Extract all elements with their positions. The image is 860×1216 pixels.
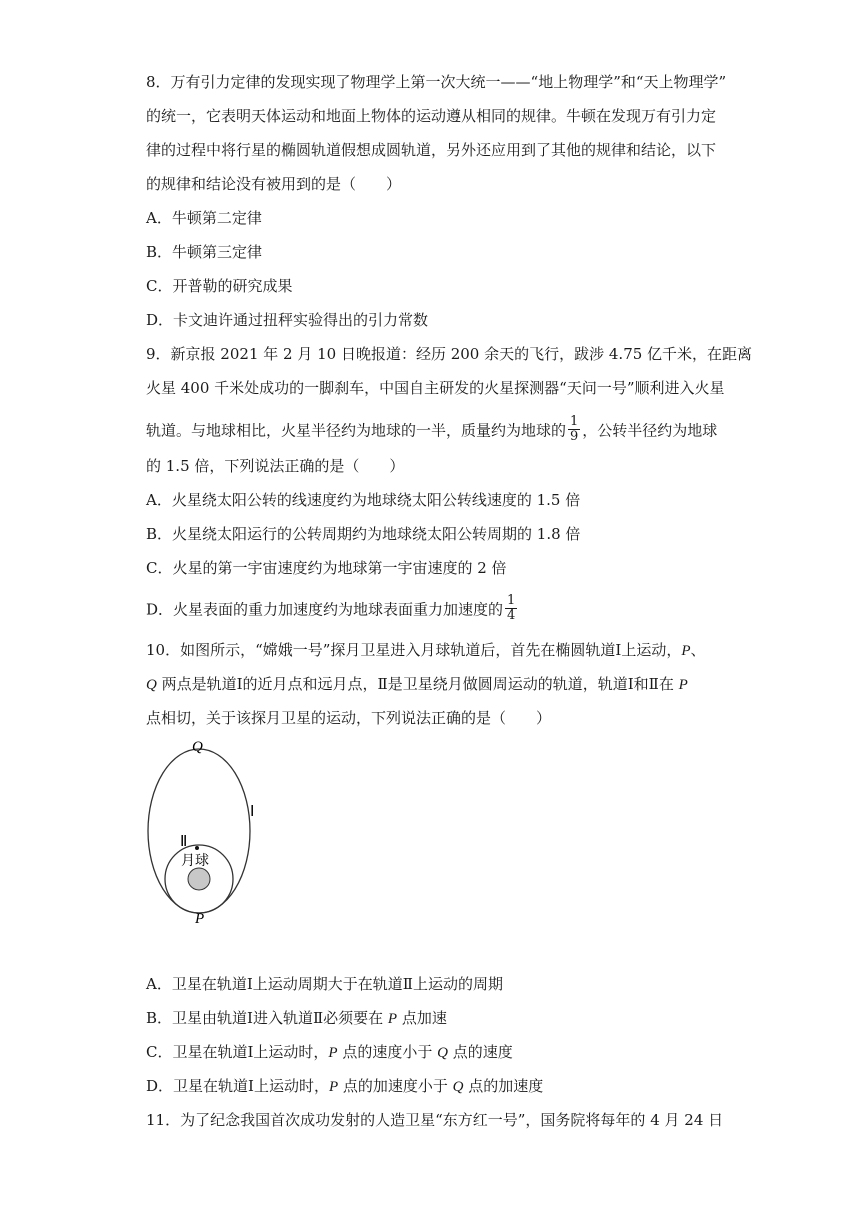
- q10-option-d: [146, 1076, 726, 1097]
- separator: 、: [690, 641, 706, 659]
- moon: [188, 868, 210, 890]
- q8-stem-line-4: 的规律和结论没有被用到的是（ ）: [146, 175, 402, 193]
- satellite-dot: [195, 846, 199, 850]
- q8-stem-line-3: 律的过程中将行星的椭圆轨道假想成圆轨道，另外还应用到了其他的规律和结论，以下: [146, 141, 717, 159]
- point-p-label: P: [678, 677, 688, 693]
- point-p-label: P: [387, 1011, 398, 1027]
- q10-option-b-text-2: 点加速: [397, 1009, 447, 1027]
- orbit-diagram: [140, 730, 280, 930]
- q10-stem-line-3: 点相切，关于该探月卫星的运动，下列说法正确的是（ ）: [146, 709, 552, 727]
- q9-option-a: A．火星绕太阳公转的线速度约为地球绕太阳公转线速度的 1.5 倍: [146, 491, 581, 509]
- q9-stem-line-4: 的 1.5 倍，下列说法正确的是（ ）: [146, 457, 405, 475]
- q10-stem-line-1: [146, 640, 726, 661]
- q9-stem-line-3-part-a: 轨道。与地球相比，火星半径约为地球的一半，质量约为地球的: [146, 421, 567, 440]
- q8-option-b: B．牛顿第三定律: [146, 243, 263, 261]
- fraction-numerator: 1: [507, 593, 516, 608]
- label-p: P: [195, 911, 205, 927]
- q10-option-c-text-2: 点的速度小于: [337, 1043, 438, 1061]
- point-p-label: P: [328, 1045, 338, 1061]
- label-orbit-ii: Ⅱ: [180, 834, 188, 850]
- point-p-label: P: [681, 643, 691, 659]
- q8-stem-line-1: 8．万有引力定律的发现实现了物理学上第一次大统一——“地上物理学”和“天上物理学”: [146, 73, 727, 91]
- q10-option-a: A．卫星在轨道Ⅰ上运动周期大于在轨道Ⅱ上运动的周期: [146, 975, 503, 993]
- q9-mass-fraction: [568, 415, 580, 444]
- q11-stem-line-1: 11．为了纪念我国首次成功发射的人造卫星“东方红一号”，国务院将每年的 4 月 24 日: [146, 1111, 724, 1129]
- q9-option-b: B．火星绕太阳运行的公转周期约为地球绕太阳公转周期的 1.8 倍: [146, 525, 581, 543]
- q9-option-d: [146, 593, 726, 625]
- point-q-label: Q: [146, 677, 157, 693]
- label-orbit-i: Ⅰ: [250, 804, 255, 820]
- fraction-denominator: 4: [507, 608, 516, 623]
- q10-option-c: [146, 1042, 726, 1063]
- point-q-label: Q: [437, 1045, 448, 1061]
- point-q-label: Q: [452, 1079, 464, 1095]
- q9-stem-line-1: 9．新京报 2021 年 2 月 10 日晚报道：经历 200 余天的飞行，跋涉 4.75 亿千米，在距离: [146, 345, 753, 363]
- q10-option-b-text-1: B．卫星由轨道Ⅰ进入轨道Ⅱ必须要在: [146, 1009, 388, 1027]
- label-q: Q: [192, 739, 203, 755]
- q10-stem-line-2: [146, 674, 726, 695]
- label-moon: 月球: [181, 854, 209, 869]
- q9-option-c: C．火星的第一宇宙速度约为地球第一宇宙速度的 2 倍: [146, 559, 507, 577]
- q8-stem-line-2: 的统一，它表明天体运动和地面上物体的运动遵从相同的规律。牛顿在发现万有引力定: [146, 107, 717, 125]
- q9-gravity-fraction: [505, 594, 517, 623]
- q8-option-a: A．牛顿第二定律: [146, 209, 262, 227]
- q10-option-b: [146, 1008, 726, 1029]
- q10-option-d-text-3: 点的加速度: [463, 1077, 544, 1095]
- q10-stem-line-2-text: 两点是轨道Ⅰ的近月点和远月点，Ⅱ是卫星绕月做圆周运动的轨道，轨道Ⅰ和Ⅱ在: [156, 675, 679, 693]
- q10-option-c-text-1: C．卫星在轨道Ⅰ上运动时，: [146, 1043, 329, 1061]
- q10-stem-line-1-text: 10．如图所示，“嫦娥一号”探月卫星进入月球轨道后，首先在椭圆轨道Ⅰ上运动，: [146, 641, 682, 659]
- fraction-numerator: 1: [570, 414, 579, 429]
- q9-option-d-text: D．火星表面的重力加速度约为地球表面重力加速度的: [146, 600, 504, 619]
- q9-stem-line-2: 火星 400 千米处成功的一脚刹车，中国自主研发的火星探测器“天问一号”顺利进入火星: [146, 379, 725, 397]
- fraction-denominator: 9: [570, 429, 579, 444]
- q8-option-c: C．开普勒的研究成果: [146, 277, 293, 295]
- q10-option-d-text-2: 点的加速度小于: [338, 1077, 453, 1095]
- q10-option-d-text-1: D．卫星在轨道Ⅰ上运动时，: [146, 1077, 329, 1095]
- q8-option-d: D．卡文迪许通过扭秤实验得出的引力常数: [146, 311, 429, 329]
- point-p-label: P: [328, 1079, 339, 1095]
- q9-stem-line-3-part-b: ，公转半径约为地球: [582, 421, 718, 440]
- q10-option-c-text-3: 点的速度: [447, 1043, 513, 1061]
- q9-stem-line-3: [146, 414, 726, 446]
